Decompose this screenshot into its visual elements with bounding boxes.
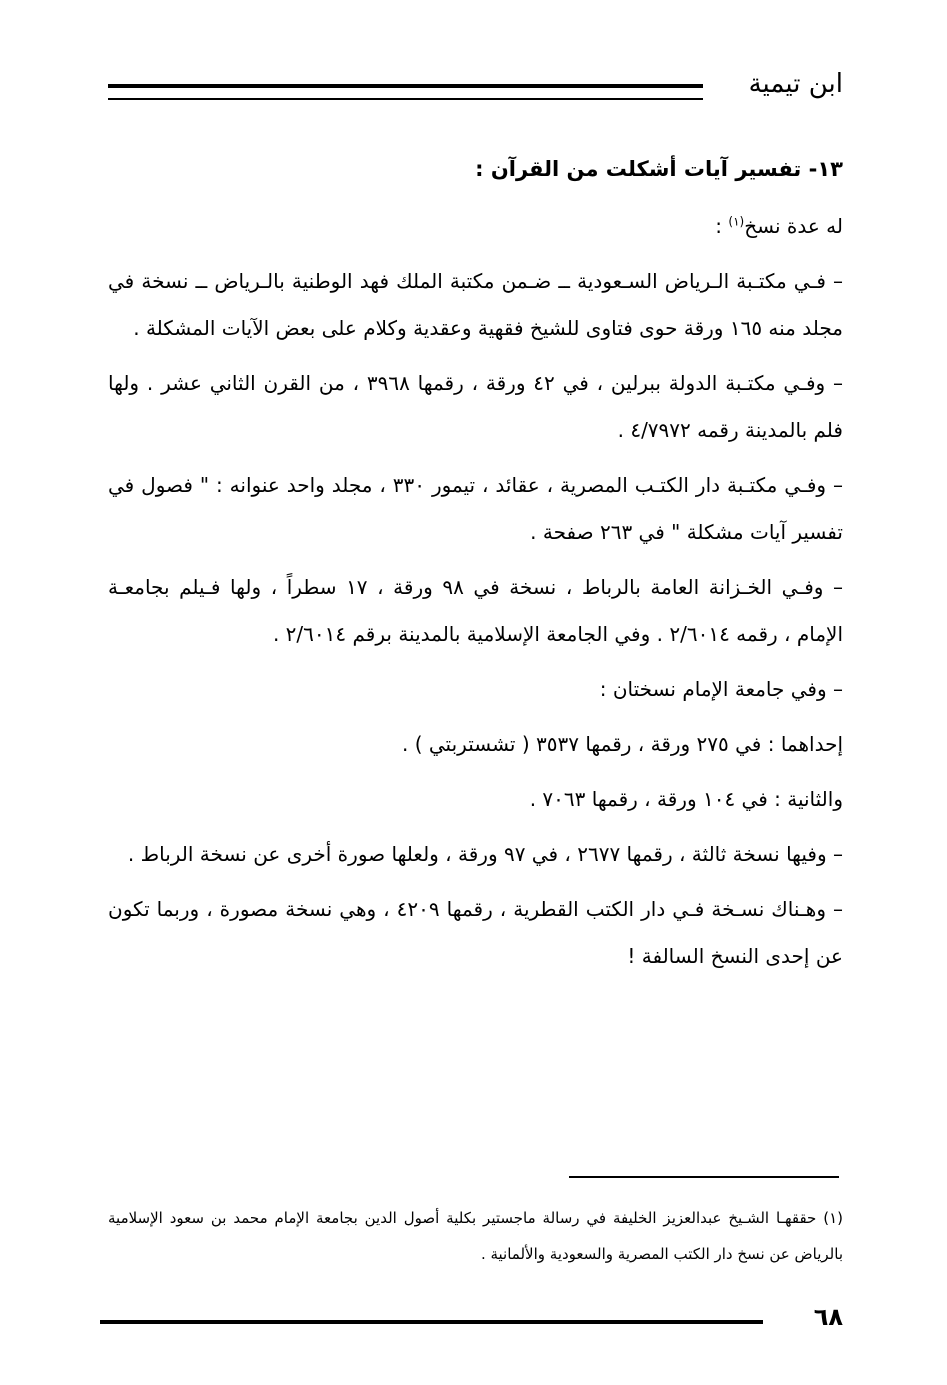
footnote-separator: [569, 1176, 839, 1178]
body-text: [108, 146, 843, 988]
sub-item-second-copy: والثانية : في ١٠٤ ورقة ، رقمها ٧٠٦٣ .: [529, 787, 843, 811]
running-header-title: ابن تيمية: [748, 69, 843, 99]
paragraph-qatar: – وهـناك نسـخة فـي دار الكتب القطرية ، رقمها ٤٢٠٩ ، وهي نسخة مصورة ، وربما تكون عن إحدى النسخ السالفة !: [108, 897, 843, 968]
running-header: [108, 62, 843, 106]
page-footer: [100, 1300, 843, 1340]
footnotes: [108, 1200, 843, 1272]
paragraph-cairo: – وفـي مكتـبة دار الكتـب المصرية ، عقائد ، تيمور ٣٣٠ ، مجلد واحد عنوانه : " فصول في تفسير آيات مشكلة " في ٢٦٣ صفحة .: [108, 473, 843, 544]
paragraph-rabat: – وفـي الخـزانة العامة بالرباط ، نسخة في ٩٨ ورقة ، ١٧ سطراً ، ولها فـيلم بجامعـة الإمام ، رقمه ٢/٦٠١٤ . وفي الجامعة الإسلامية بالمدينة برقم ٢/٦٠١٤ .: [108, 575, 843, 646]
footnote-marker: (١): [823, 1209, 843, 1227]
section-intro: [108, 203, 843, 250]
paragraph-imam-university: – وفي جامعة الإمام نسختان :: [599, 677, 843, 701]
intro-text: له عدة نسخ: [744, 214, 843, 238]
section-heading: ١٣- تفسير آيات أشكلت من القرآن :: [475, 157, 843, 181]
intro-tail: :: [715, 214, 729, 238]
page-number: ٦٨: [813, 1303, 843, 1331]
paragraph-third-copy: – وفيها نسخة ثالثة ، رقمها ٢٦٧٧ ، في ٩٧ ورقة ، ولعلها صورة أخرى عن نسخة الرباط .: [127, 842, 843, 866]
sub-item-first-copy: إحداهما : في ٢٧٥ ورقة ، رقمها ٣٥٣٧ ( تشستربتي ) .: [402, 732, 843, 756]
paragraph-riyadh: – فـي مكتـبة الـرياض السـعودية ــ ضـمن مكتبة الملك فهد الوطنية بالـرياض ــ نسخة في مجلد منه ١٦٥ ورقة حوى فتاوى للشيخ فقهية وعقدية وكلام على بعض الآيات المشكلة .: [108, 269, 843, 340]
footer-rule: [100, 1320, 763, 1324]
header-double-rule: [108, 84, 703, 100]
footnote-text: حققهـا الشـيخ عبدالعزيز الخليفة في رسالة ماجستير بكلية أصول الدين بجامعة الإمام محمد بن سعود الإسلامية بالرياض عن نسخ دار الكتب المصرية والسعودية والألمانية .: [108, 1209, 843, 1263]
footnote-ref[interactable]: (١): [728, 214, 745, 229]
paragraph-berlin: – وفـي مكتـبة الدولة ببرلين ، في ٤٢ ورقة ، رقمها ٣٩٦٨ ، من القرن الثاني عشر . ولها فلم بالمدينة رقمه ٤/٧٩٧٢ .: [108, 371, 843, 442]
footnote-1: [108, 1200, 843, 1272]
